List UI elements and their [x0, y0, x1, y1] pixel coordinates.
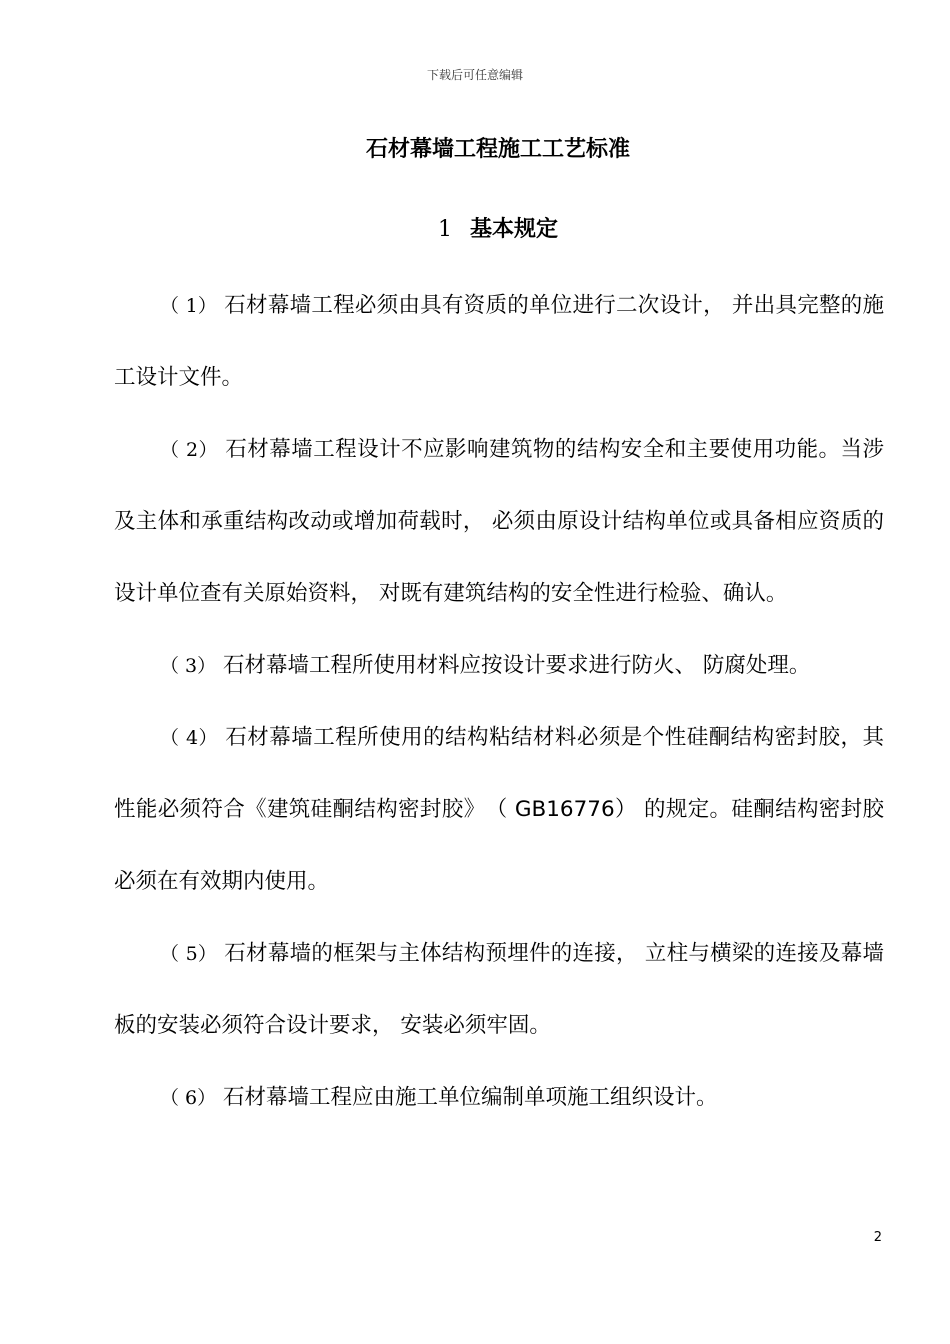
paragraph-text: 石材幕墙工程设计不应影响建筑物的结构安全和主要使用功能。当涉及主体和承重结构改动或增加荷载时， 必须由原设计结构单位或具备相应资质的设计单位查有关原始资料， 对既有建筑结构的安全性进行检验、确认。	[114, 437, 884, 606]
paragraph-marker: （ 1）	[160, 295, 218, 317]
paragraph-text: 石材幕墙工程所使用材料应按设计要求进行防火、 防腐处理。	[222, 653, 811, 678]
section-number: 1	[437, 217, 452, 242]
paragraph-marker: （ 6）	[160, 1087, 217, 1109]
section-title: 基本规定	[469, 217, 558, 242]
paragraph-marker: （ 2）	[160, 439, 219, 461]
paragraph-marker: （ 5）	[160, 943, 218, 965]
paragraph-text: 石材幕墙工程必须由具有资质的单位进行二次设计， 并出具完整的施工设计文件。	[114, 293, 884, 390]
paragraph-marker: （ 3）	[160, 655, 217, 677]
paragraph-text: 石材幕墙的框架与主体结构预埋件的连接， 立柱与横梁的连接及幕墙板的安装必须符合设计要求， 安装必须牢固。	[114, 941, 884, 1038]
paragraph-4	[114, 702, 884, 918]
section-heading	[0, 212, 950, 243]
paragraph-6	[114, 1062, 884, 1134]
document-body	[114, 270, 884, 1134]
paragraph-2	[114, 414, 884, 630]
paragraph-1	[114, 270, 884, 414]
paragraph-3	[114, 630, 884, 702]
paragraph-text: 石材幕墙工程所使用的结构粘结材料必须是个性硅酮结构密封胶，其性能必须符合《建筑硅酮结构密封胶》 （ GB16776） 的规定。硅酮结构密封胶必须在有效期内使用。	[114, 725, 884, 894]
page-number: 2	[873, 1230, 882, 1245]
paragraph-5	[114, 918, 884, 1062]
paragraph-text: 石材幕墙工程应由施工单位编制单项施工组织设计。	[222, 1085, 718, 1110]
paragraph-marker: （ 4）	[160, 727, 219, 749]
document-title: 石材幕墙工程施工工艺标准	[365, 137, 630, 162]
header-note: 下载后可任意编辑	[426, 68, 523, 82]
